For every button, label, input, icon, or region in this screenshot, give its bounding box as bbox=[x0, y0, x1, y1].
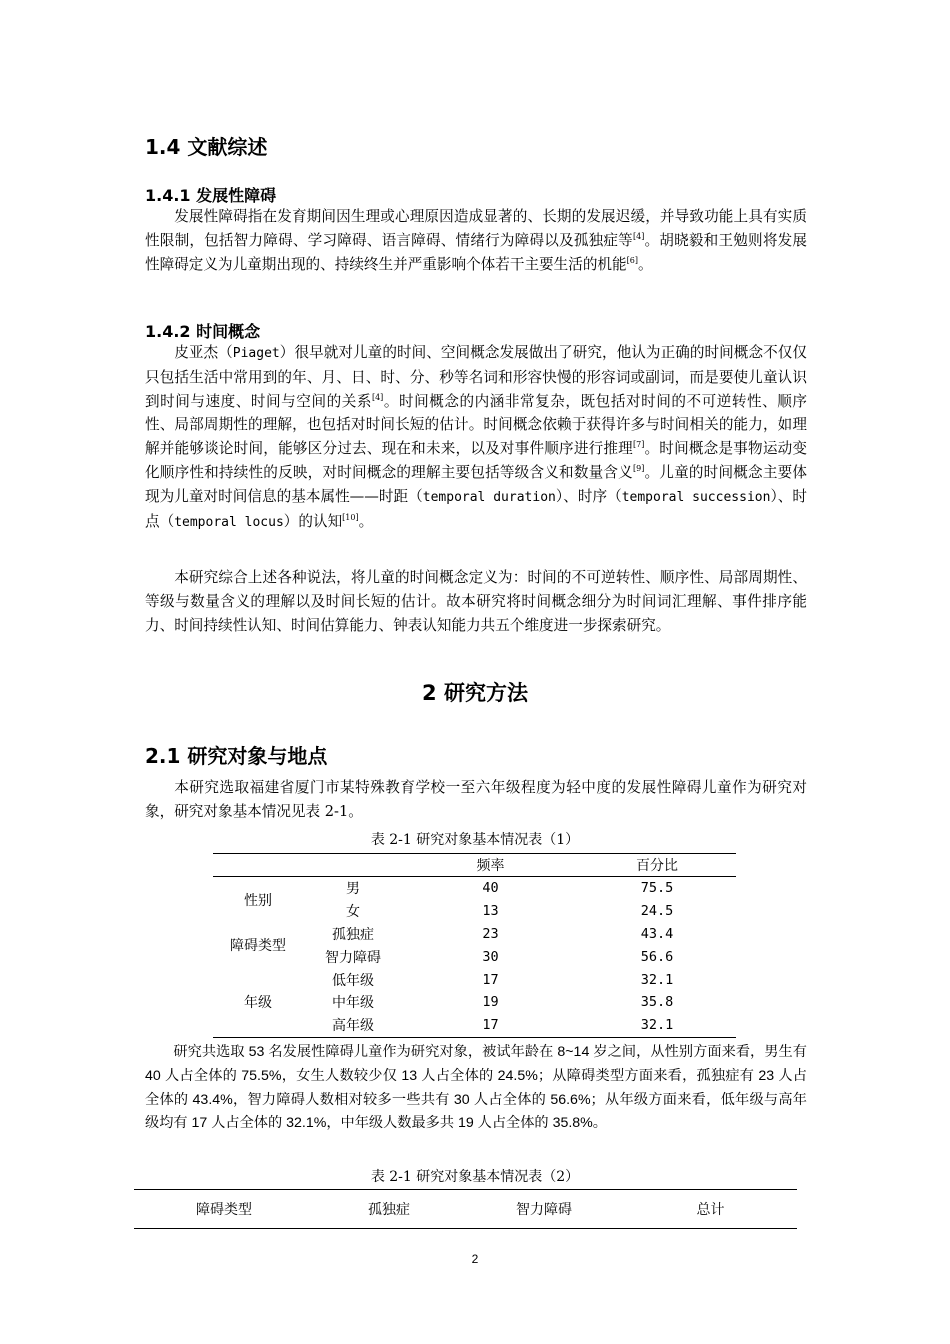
table-row: 障碍类型 孤独症 23 43.4 bbox=[213, 923, 736, 946]
citation: [9] bbox=[632, 463, 645, 473]
table-row: 中年级 19 35.8 bbox=[332, 994, 674, 1012]
table-row: 年级 低年级 17 32.1 bbox=[213, 968, 736, 991]
table-row: 女 13 24.5 bbox=[346, 903, 674, 921]
subsection-heading-1-4-1: 1.4.1 发展性障碍 bbox=[145, 186, 277, 205]
table-header-row bbox=[213, 854, 736, 877]
table-1-caption: 表 2-1 研究对象基本情况表（1） bbox=[370, 832, 580, 848]
paragraph-research-subjects: 本研究选取福建省厦门市某特殊教育学校一至六年级程度为轻中度的发展性障碍儿童作为研究对象，研究对象基本情况见表 2-1。 bbox=[145, 779, 807, 820]
column-header-intellectual: 智力障碍 bbox=[516, 1202, 572, 1218]
table-2-caption: 表 2-1 研究对象基本情况表（2） bbox=[370, 1169, 580, 1185]
chapter-heading-2: 2 研究方法 bbox=[422, 681, 528, 705]
column-header-disability-type: 障碍类型 bbox=[196, 1202, 252, 1218]
group-label: 障碍类型 bbox=[230, 938, 286, 955]
table-row: 高年级 17 32.1 bbox=[332, 1017, 674, 1035]
table-row: 智力障碍 30 56.6 bbox=[325, 948, 674, 966]
column-header-percent: 百分比 bbox=[578, 854, 736, 877]
paragraph-time-concept-definition: 本研究综合上述各种说法，将儿童的时间概念定义为：时间的不可逆转性、顺序性、局部周期性、等级与数量含义的理解以及时间长短的估计。故本研究将时间概念细分为时间词汇理解、事件排序能力、时间持续性认知、时间估算能力、钟表认知能力共五个维度进一步探索研究。 bbox=[145, 569, 807, 634]
paragraph-time-concept: 皮亚杰（Piaget）很早就对儿童的时间、空间概念发展做出了研究，他认为正确的时间概念不仅仅只包括生活中常用到的年、月、日、时、分、秒等名词和形容快慢的形容词或副词，而是要使儿童认识到时间与速度、时间与空间的关系[4]。时间概念的内涵非常复杂，既包括对时间的不可逆转性、顺序性、局部周期性的理解，也包括对时间长短的估计。时间概念依赖于获得许多与时间相关的能力，如理解并能够谈论时间，能够区分过去、现在和未来，以及对事件顺序进行推理[7]。时间概念是事物运动变化顺序性和持续性的反映，对时间概念的理解主要包括等级含义和数量含义[9]。儿童的时间概念主要体现为儿童对时间信息的基本属性——时距（temporal duration）、时序（temporal succession）、时点（temporal locus）的认知[10]。 bbox=[145, 344, 807, 530]
citation: [4] bbox=[632, 231, 645, 241]
group-label: 性别 bbox=[244, 892, 272, 909]
subjects-table-1 bbox=[213, 853, 736, 1038]
section-heading-1-4: 1.4 文献综述 bbox=[145, 135, 268, 159]
paragraph-developmental-disorders: 发展性障碍指在发育期间因生理或心理原因造成显著的、长期的发展迟缓，并导致功能上具有实质性限制，包括智力障碍、学习障碍、语言障碍、情绪行为障碍以及孤独症等[4]。胡晓毅和王勉则将发展性障碍定义为儿童期出现的、持续终生并严重影响个体若干主要生活的机能[6]。 bbox=[145, 208, 807, 273]
section-heading-2-1: 2.1 研究对象与地点 bbox=[145, 744, 328, 768]
citation: [6] bbox=[626, 255, 638, 265]
page-number: 2 bbox=[471, 1252, 479, 1266]
citation: [10] bbox=[342, 512, 359, 522]
column-header-autism: 孤独症 bbox=[368, 1202, 410, 1218]
table-header-row bbox=[134, 1190, 797, 1229]
table-row: 性别 男 40 75.5 bbox=[213, 877, 736, 900]
subsection-heading-1-4-2: 1.4.2 时间概念 bbox=[145, 322, 261, 341]
citation: [4] bbox=[371, 392, 384, 402]
group-label: 年级 bbox=[244, 995, 272, 1012]
citation: [7] bbox=[632, 440, 645, 450]
subjects-table-2 bbox=[134, 1189, 797, 1229]
column-header-frequency: 频率 bbox=[403, 854, 578, 877]
paragraph-subject-summary: 研究共选取 53 名发展性障碍儿童作为研究对象，被试年龄在 8~14 岁之间，从性别方面来看，男生有 40 人占全体的 75.5%，女生人数较少仅 13 人占全体的 24.5%；从障碍类型方面来看，孤独症有 23 人占全体的 43.4%，智力障碍人数相对较多一些共有 30 人占全体的 56.6%；从年级方面来看，低年级与高年级均有 17 人占全体的 32.1%，中年级人数最多共 19 人占全体的 35.8%。 bbox=[145, 1044, 807, 1132]
column-header-total: 总计 bbox=[696, 1202, 725, 1218]
